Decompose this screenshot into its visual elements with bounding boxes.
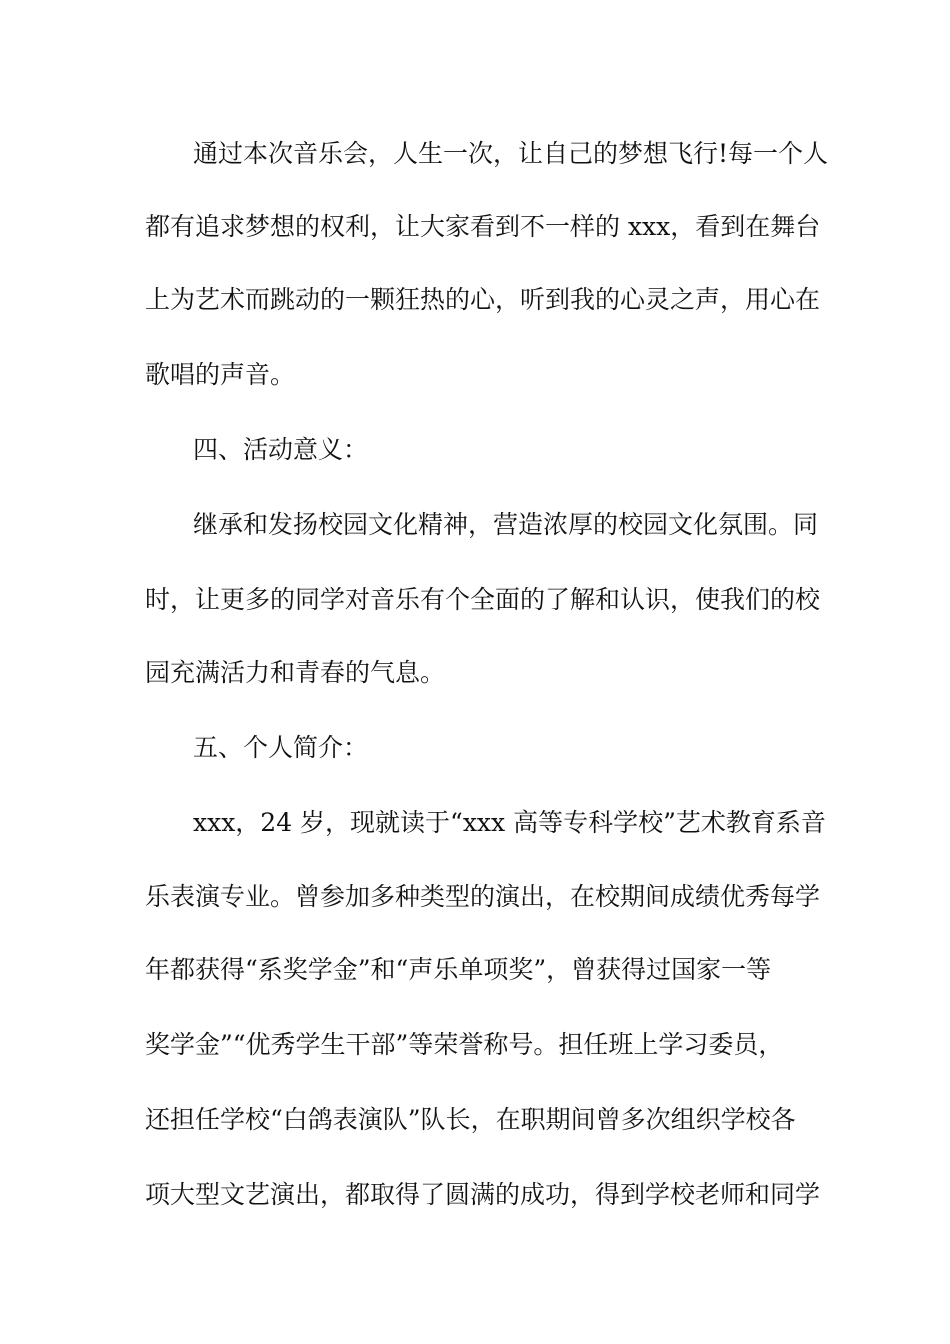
paragraph-line: 还担任学校“白鸽表演队”队长，在职期间曾多次组织学校各 — [145, 1105, 796, 1134]
paragraph-line: 奖学金”“优秀学生干部”等荣誉称号。担任班上学习委员， — [145, 1030, 784, 1059]
paragraph-line: 通过本次音乐会，人生一次，让自己的梦想飞行!每一个人 — [193, 139, 829, 168]
section-heading: 四、活动意义： — [193, 435, 369, 464]
paragraph-line: 年都获得“系奖学金”和“声乐单项奖”，曾获得过国家一等 — [145, 955, 772, 984]
section-heading: 五、个人简介： — [193, 733, 369, 762]
paragraph-line: 歌唱的声音。 — [145, 360, 296, 389]
paragraph-line: 上为艺术而跳动的一颗狂热的心，听到我的心灵之声，用心在 — [145, 285, 821, 314]
paragraph-line: 园充满活力和青春的气息。 — [145, 658, 446, 687]
paragraph-line: 时，让更多的同学对音乐有个全面的了解和认识，使我们的校 — [145, 585, 821, 614]
paragraph-line: 乐表演专业。曾参加多种类型的演出，在校期间成绩优秀每学 — [145, 882, 821, 911]
paragraph-line: xxx，24 岁，现就读于“xxx 高等专科学校”艺术教育系音 — [193, 808, 826, 837]
paragraph-line: 都有追求梦想的权利，让大家看到不一样的 xxx，看到在舞台 — [145, 212, 821, 241]
paragraph-line: 继承和发扬校园文化精神，营造浓厚的校园文化氛围。同 — [193, 510, 819, 539]
paragraph-line: 项大型文艺演出，都取得了圆满的成功，得到学校老师和同学 — [145, 1180, 821, 1209]
